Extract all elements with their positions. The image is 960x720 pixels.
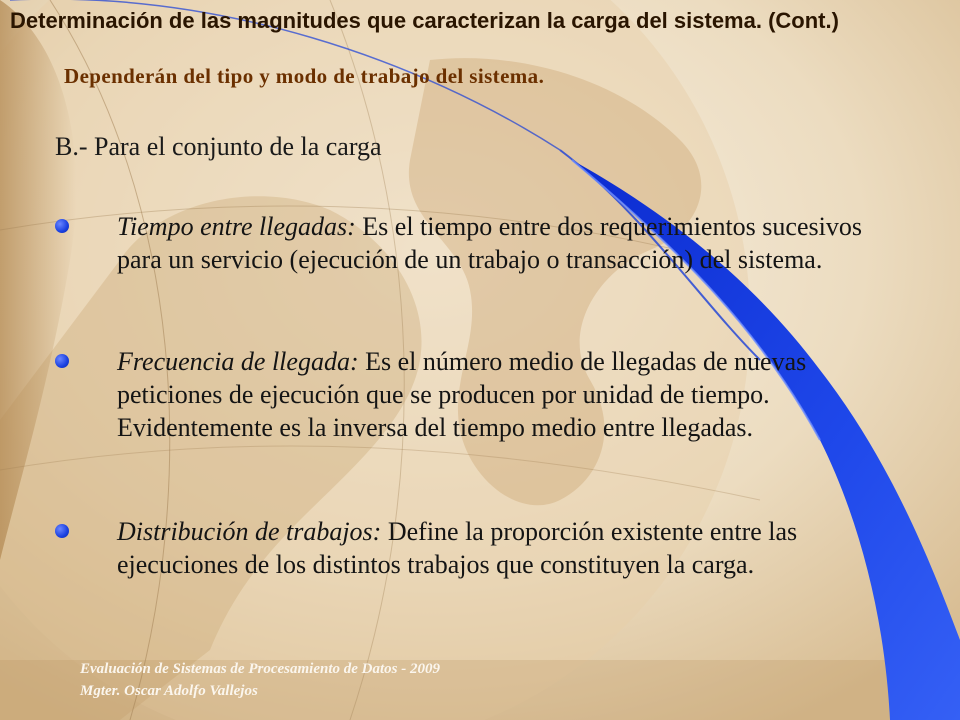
bullet-description: Es el tiempo entre dos requerimientos sucesivos para un servicio (ejecución de un trabajo o transacción) del sistema. bbox=[117, 212, 862, 274]
slide-footer bbox=[80, 658, 440, 702]
bullet-description: Define la proporción existente entre las ejecuciones de los distintos trabajos que constituyen la carga. bbox=[117, 517, 798, 579]
bullet-text bbox=[117, 210, 895, 276]
bullet-term: Frecuencia de llegada: bbox=[117, 347, 359, 376]
footer-author: Mgter. Oscar Adolfo Vallejos bbox=[80, 683, 258, 699]
bullet-description: Es el número medio de llegadas de nuevas peticiones de ejecución que se producen por unidad de tiempo. Evidentemente es la inversa del tiempo medio entre llegadas. bbox=[117, 347, 807, 442]
bullet-text bbox=[117, 515, 895, 581]
bullet-term: Distribución de trabajos: bbox=[117, 517, 382, 546]
bullet-term: Tiempo entre llegadas: bbox=[117, 212, 356, 241]
bullet-text bbox=[117, 345, 895, 444]
footer-course: Evaluación de Sistemas de Procesamiento de Datos - 2009 bbox=[80, 661, 440, 677]
bullet-dot-icon bbox=[55, 219, 69, 233]
slide-title: Determinación de las magnitudes que caracterizan la carga del sistema. (Cont.) bbox=[10, 8, 839, 33]
bullet-dot-icon bbox=[55, 524, 69, 538]
slide-subtitle: Dependerán del tipo y modo de trabajo del sistema. bbox=[64, 64, 545, 88]
section-heading: B.- Para el conjunto de la carga bbox=[55, 132, 382, 161]
bullet-dot-icon bbox=[55, 354, 69, 368]
